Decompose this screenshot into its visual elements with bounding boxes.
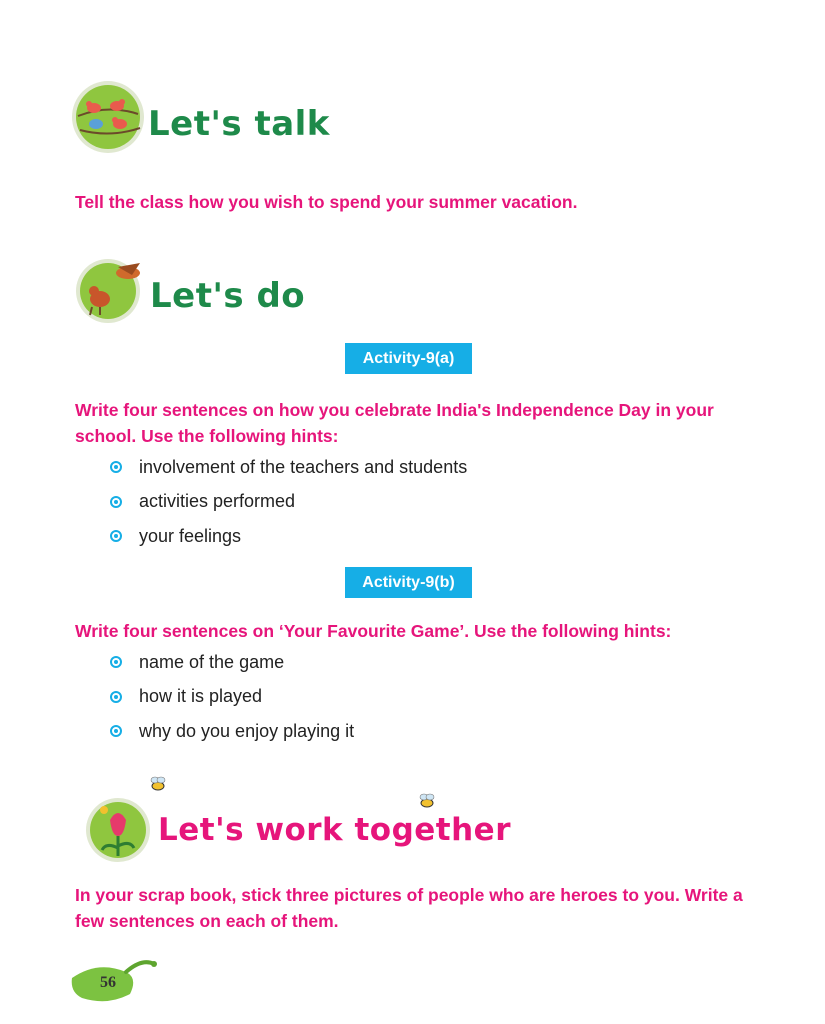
lets-talk-icon [70, 78, 154, 156]
hint-text: involvement of the teachers and students [139, 456, 468, 477]
activity-9a-instruction: Write four sentences on how you celebrate India's Independence Day in your school. Use the following hints: [75, 400, 714, 446]
page-number: 56 [100, 974, 116, 991]
bullet-icon [110, 656, 122, 668]
activity-9b-instruction: Write four sentences on ‘Your Favourite Game’. Use the following hints: [75, 621, 672, 641]
bullet-icon [110, 691, 122, 703]
hint-item [110, 645, 354, 680]
bullet-icon [110, 496, 122, 508]
bullet-icon [110, 530, 122, 542]
hint-item [110, 680, 354, 715]
hint-text: why do you enjoy playing it [139, 720, 355, 741]
lets-do-heading: Let's do [150, 276, 306, 316]
activity-9a-hints [110, 450, 467, 554]
activity-9b-label: Activity-9(b) [345, 567, 472, 598]
lets-work-together-icon [80, 790, 160, 864]
bullet-icon [110, 725, 122, 737]
bullet-icon [110, 461, 122, 473]
activity-9b-hints [110, 645, 354, 749]
hint-item [110, 485, 467, 520]
hint-text: how it is played [139, 686, 263, 707]
lets-talk-text: Tell the class how you wish to spend your summer vacation. [75, 192, 578, 212]
hint-item [110, 450, 467, 485]
hint-text: activities performed [139, 491, 296, 512]
hint-text: your feelings [139, 525, 242, 546]
lets-talk-heading: Let's talk [148, 104, 330, 144]
lets-work-together-text: In your scrap book, stick three pictures of people who are heroes to you. Write a few sentences on each of them. [75, 885, 743, 931]
activity-9a-label: Activity-9(a) [345, 343, 472, 374]
bee-icon [416, 792, 438, 810]
lets-do-icon [72, 253, 154, 325]
hint-item [110, 714, 354, 749]
hint-item [110, 519, 467, 554]
hint-text: name of the game [139, 651, 285, 672]
lets-work-together-heading: Let's work together [158, 812, 511, 848]
